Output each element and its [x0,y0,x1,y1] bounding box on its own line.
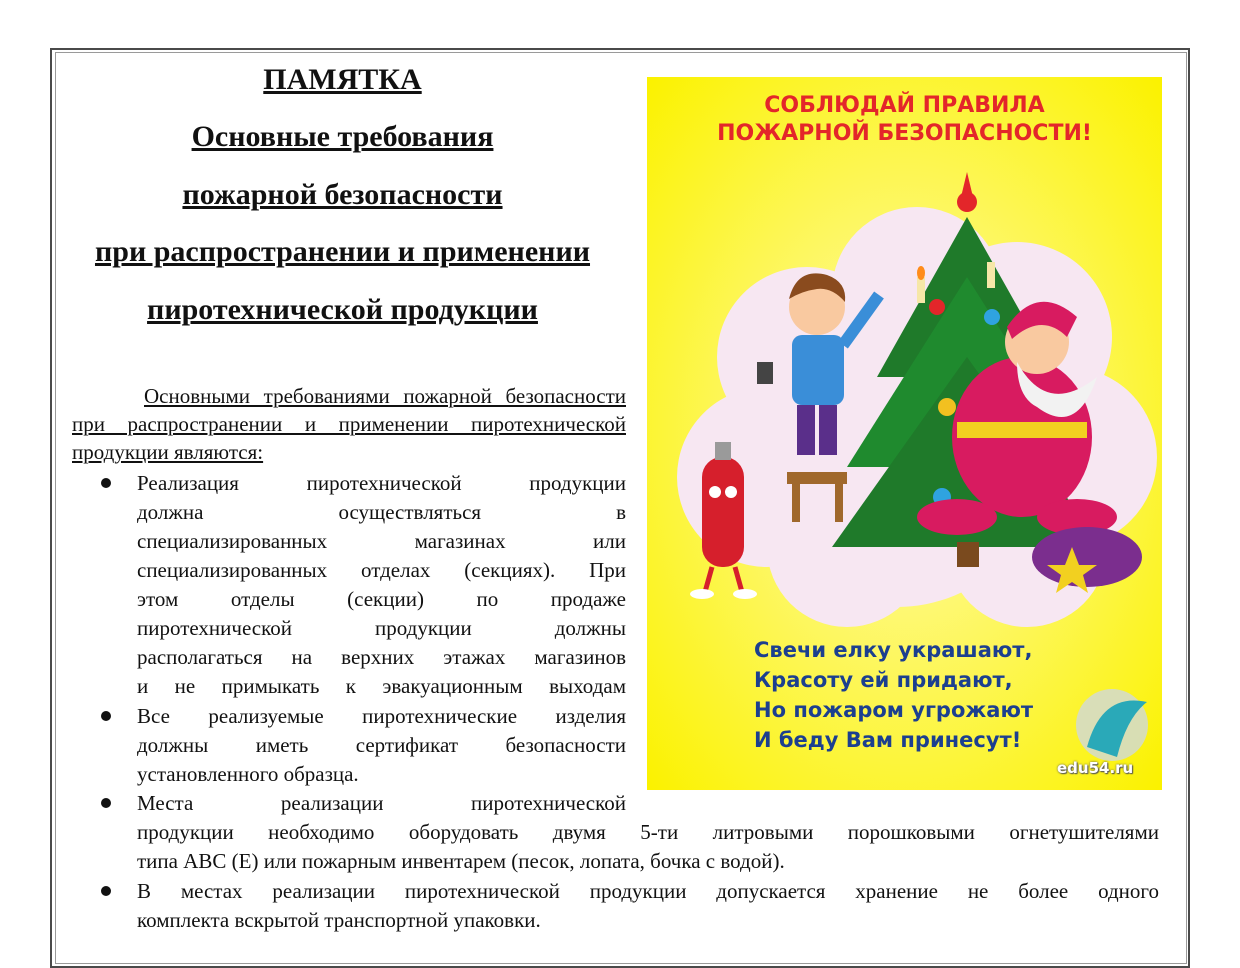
edu54-logo [1076,689,1148,761]
memo-subtitle-line-2: пожарной безопасности [182,178,503,211]
bullet-dot [101,478,111,488]
list-item-3-line: Места реализации пиротехнической [137,791,626,815]
list-item-1-line: Реализация пиротехнической продукции [137,471,626,495]
bullet-dot [101,798,111,808]
list-item-4-line: комплекта вскрытой транспортной упаковки. [137,908,541,932]
list-item-1-line: этом отделы (секции) по продаже [137,587,626,611]
memo-title: ПАМЯТКА [263,63,422,96]
poster-title-line-1: СОБЛЮДАЙ ПРАВИЛА [764,93,1045,118]
intro-text: Основными требованиями пожарной безопасности при распространении и применении пиротехнической продукции являются: [72,384,626,464]
list-item-3-line: типа АВС (Е) или пожарным инвентарем (песок, лопата, бочка с водой). [137,849,785,873]
memo-subtitle-line-1: Основные требования [191,120,494,153]
poster-verse-line-2: Красоту ей придают, [754,668,1013,692]
bullet-dot [101,711,111,721]
bullet-dot [101,886,111,896]
list-item-1-line: специализированных магазинах или [137,529,626,553]
list-item-1 [137,469,626,701]
poster-verse-line-4: И беду Вам принесут! [754,728,1022,752]
list-item-4 [137,877,1159,935]
list-item-1-line: пиротехнической продукции должны [137,616,626,640]
list-item-2-line: должны иметь сертификат безопасности [137,733,626,757]
list-item-2 [137,702,626,789]
list-item-1-line: должна осуществляться в [137,500,626,524]
memo-subtitle-line-4: пиротехнической продукции [147,293,538,326]
list-item-1-line: располагаться на верхних этажах магазинов [137,645,626,669]
list-item-2-line: установленного образца. [137,762,359,786]
list-item-3 [137,789,1159,876]
list-item-4-line: В местах реализации пиротехнической продукции допускается хранение не более одного [137,879,1159,903]
fire-safety-poster [647,77,1162,790]
poster-title-line-2: ПОЖАРНОЙ БЕЗОПАСНОСТИ! [717,121,1092,146]
intro-paragraph [72,382,626,466]
list-item-1-line: и не примыкать к эвакуационным выходам [137,674,626,698]
memo-subtitle-line-3: при распространении и применении [94,235,591,268]
list-item-3-line: продукции необходимо оборудовать двумя 5-ти литровыми порошковыми огнетушителями [137,820,1159,844]
poster-verse-line-3: Но пожаром угрожают [754,698,1034,722]
list-item-1-line: специализированных отделах (секциях). При [137,558,626,582]
poster-verse-line-1: Свечи елку украшают, [754,638,1033,662]
list-item-2-line: Все реализуемые пиротехнические изделия [137,704,626,728]
poster-watermark: edu54.ru [1057,759,1134,777]
